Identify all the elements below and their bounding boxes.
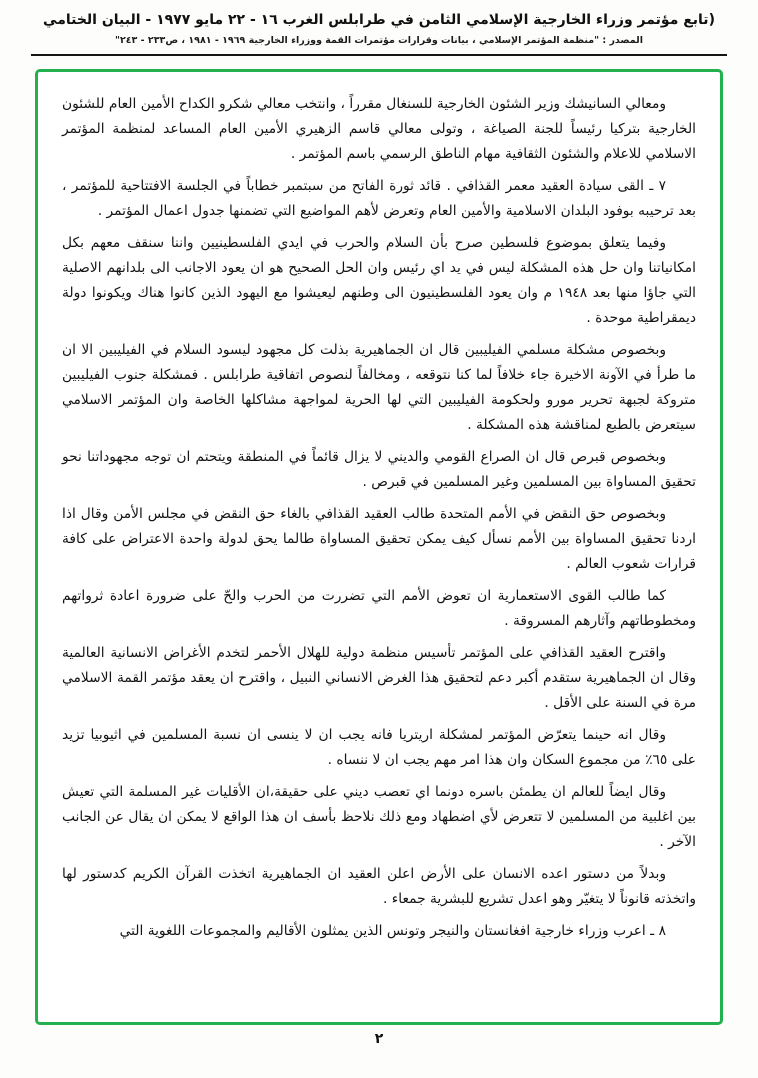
body-paragraph: وقال انه حينما يتعرّض المؤتمر لمشكلة اريتريا فانه يجب ان لا ينسى ان نسبة المسلمين في اثيوبيا تزيد على ٦٥٪ من مجموع السكان وان هذا امر مهم يجب ان لا ننساه . xyxy=(62,727,696,768)
body-paragraph: واقترح العقيد القذافي على المؤتمر تأسيس منظمة دولية للهلال الأحمر لتخدم الأغراض الانسانية العالمية وقال ان الجماهيرية ستقدم أكبر دعم لتحقيق هذا الغرض الانساني النبيل ، واقترح ان يعقد مؤتمر القمة الاسلامي مرة في السنة على الأقل . xyxy=(62,645,696,711)
body-paragraph: وبدلاً من دستور اعده الانسان على الأرض اعلن العقيد ان الجماهيرية اتخذت القرآن الكريم كدستور لها واتخذته قانوناً لا يتغيّر وهو اعدل تشريع للبشرية جمعاء . xyxy=(62,866,696,907)
body-paragraph: كما طالب القوى الاستعمارية ان تعوض الأمم التي تضررت من الحرب والحّ على ضرورة اعادة ثرواتهم ومخطوطاتهم وآثارهم المسروقة . xyxy=(62,588,696,629)
body-paragraph: ٨ ـ اعرب وزراء خارجية افغانستان والنيجر وتونس الذين يمثلون الأقاليم والمجموعات اللغوية التي xyxy=(119,923,666,939)
header-divider xyxy=(31,54,727,56)
body-paragraph: ٧ ـ القى سيادة العقيد معمر القذافي . قائد ثورة الفاتح من سبتمبر خطاباً في الجلسة الافتتاحية للمؤتمر ، بعد ترحيبه بوفود البلدان الاسلامية والأمين العام وتعرض لأهم المواضيع التي تضمنها جدول اعمال المؤتمر . xyxy=(62,178,696,219)
body-paragraph: وقال ايضاً للعالم ان يطمئن باسره دونما اي تعصب ديني على حقيقة،ان الأقليات غير المسلمة التي تعيش بين اغلبية من المسلمين لا تتعرض لأي اضطهاد ومع ذلك نلاحظ بأسف ان هذا الواقع لا يمكن ان يقال عن الجانب الآخر . xyxy=(62,784,696,850)
body-paragraph: وبخصوص مشكلة مسلمي الفيليبين قال ان الجماهيرية بذلت كل مجهود ليسود السلام في الفيليبين الا ان ما طرأ في الآونة الاخيرة جاء خلافاً لما كنا نتوقعه ، ومخالفاً لنصوص اتفاقية طرابلس . فمشكلة جنوب الفيليبين متروكة لجبهة تحرير مورو ولحكومة الفيليبين التي لها الحرية لمواجهة مشاكلها الخاصة وان المؤتمر الاسلامي سيتعرض بالطبع لمناقشة هذه المشكلة . xyxy=(62,342,696,433)
page-number: ٢ xyxy=(374,1031,384,1047)
content-box xyxy=(35,69,723,1025)
body-paragraph: وفيما يتعلق بموضوع فلسطين صرح بأن السلام والحرب في ايدي الفلسطينيين واننا سنقف معهم بكل امكانياتنا وان حل هذه المشكلة ليس في يد اي رئيس وان الحل الصحيح هو ان يعود الاجانب الى بلدانهم الاصلية التي جاؤا منها بعد ١٩٤٨ م وان يعود الفلسطينيون الى وطنهم ليعيشوا مع اليهود الذين كانوا هناك ويكونوا دولة ديمقراطية موحدة . xyxy=(62,235,696,326)
body-paragraph: وبخصوص حق النقض في الأمم المتحدة طالب العقيد القذافي بالغاء حق النقض في مجلس الأمن وقال اذا اردنا تحقيق المساواة بين الأمم نسأل كيف يمكن تحقيق المساواة طالما يحق لدولة واحدة الاعتراض على كافة قرارات شعوب العالم . xyxy=(62,506,696,572)
body-paragraph: وبخصوص قبرص قال ان الصراع القومي والديني لا يزال قائماً في المنطقة ويتحتم ان توجه مجهوداتنا نحو تحقيق المساواة بين المسلمين وغير المسلمين في قبرص . xyxy=(62,449,696,490)
document-title: (تابع مؤتمر وزراء الخارجية الإسلامي الثامن في طرابلس الغرب ١٦ - ٢٢ مايو ١٩٧٧ - البيان الختامي xyxy=(43,12,715,28)
document-source-line: المصدر : "منظمة المؤتمر الإسلامي ، بيانات وقرارات مؤتمرات القمة ووزراء الخارجية ١٩٦٩ - ١٩٨١ ، ص٢٣٣ - ٢٤٣" xyxy=(115,35,643,46)
body-paragraph: ومعالي السانيشك وزير الشئون الخارجية للسنغال مقرراً ، وانتخب معالي شكرو الكداح الأمين العام للشئون الخارجية بتركيا رئيساً للجنة الصياغة ، وتولى معالي قاسم الزهيري الأمين العام المساعد لمنظمة المؤتمر الاسلامي للاعلام والشئون الثقافية مهام الناطق الرسمي باسم المؤتمر . xyxy=(62,96,696,162)
